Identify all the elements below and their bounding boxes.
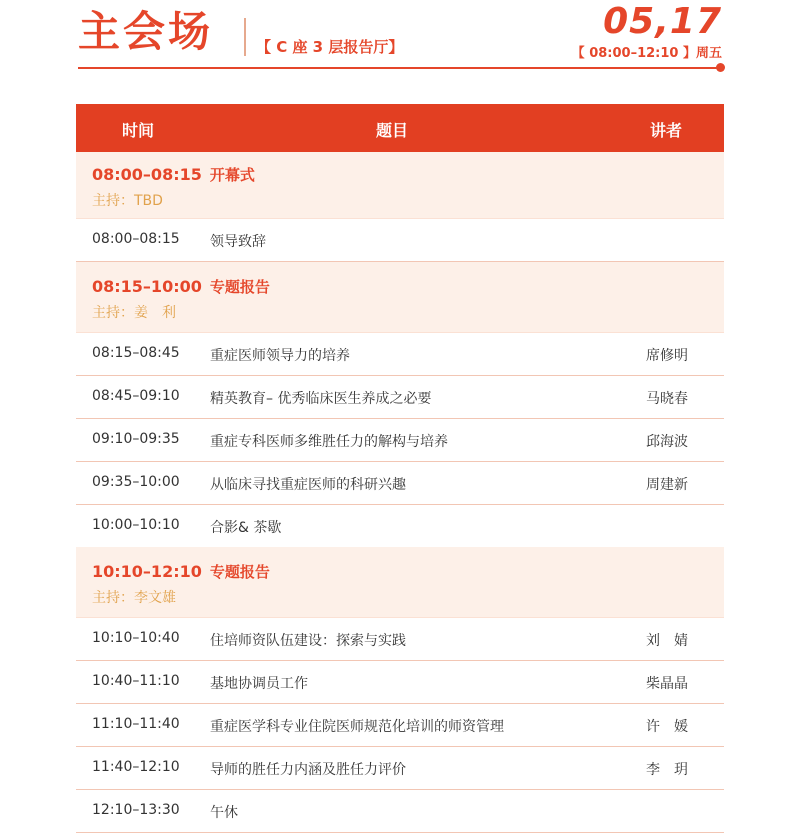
table-row	[76, 704, 724, 747]
row-topic: 导师的胜任力内涵及胜任力评价	[210, 762, 406, 778]
row-topic: 重症医学科专业住院医师规范化培训的师资管理	[210, 719, 504, 735]
row-speaker: 刘 婧	[646, 633, 688, 649]
section-name: 开幕式	[209, 166, 255, 184]
row-time: 12:10–13:30	[92, 802, 180, 818]
row-topic: 午休	[210, 805, 238, 821]
header-rule-dot	[716, 63, 725, 72]
table-row	[76, 333, 724, 376]
row-speaker: 柴晶晶	[646, 676, 688, 692]
section-time: 08:00–08:15	[92, 165, 202, 184]
section-host: 主持：李文雄	[92, 590, 176, 606]
page-header	[0, 0, 800, 80]
row-topic: 重症医师领导力的培养	[210, 348, 350, 364]
row-time: 08:00–08:15	[92, 231, 180, 247]
row-topic: 重症专科医师多维胜任力的解构与培养	[210, 434, 448, 450]
row-topic: 住培师资队伍建设：探索与实践	[210, 633, 406, 649]
title-divider	[244, 18, 246, 56]
table-row	[76, 462, 724, 505]
row-time: 10:40–11:10	[92, 673, 180, 689]
section-title	[92, 164, 255, 185]
table-row	[76, 419, 724, 462]
header-rule	[78, 67, 718, 69]
section-host: 主持：姜 利	[92, 305, 176, 321]
table-row	[76, 376, 724, 419]
row-time: 09:10–09:35	[92, 431, 180, 447]
row-topic: 合影& 茶歇	[210, 520, 282, 536]
row-topic: 从临床寻找重症医师的科研兴趣	[210, 477, 406, 493]
header-topic: 题目	[376, 121, 409, 140]
section-name: 专题报告	[209, 563, 270, 581]
row-speaker: 许 媛	[646, 719, 688, 735]
section-time: 10:10–12:10	[92, 562, 202, 581]
table-row	[76, 505, 724, 547]
row-time: 09:35–10:00	[92, 474, 180, 490]
row-time: 08:15–08:45	[92, 345, 180, 361]
row-topic: 精英教育– 优秀临床医生养成之必要	[210, 391, 432, 407]
table-row	[76, 618, 724, 661]
row-speaker: 周建新	[646, 477, 688, 493]
schedule-table	[76, 104, 724, 833]
time-range-weekday: 【 08:00–12:10 】周五	[571, 46, 722, 61]
section-header	[76, 152, 724, 219]
row-time: 11:10–11:40	[92, 716, 180, 732]
section-name: 专题报告	[209, 278, 270, 296]
section-host: 主持：TBD	[92, 193, 163, 209]
section-title	[92, 276, 270, 297]
table-row	[76, 790, 724, 833]
table-header	[76, 104, 724, 152]
row-speaker: 李 玥	[646, 762, 688, 778]
table-row	[76, 747, 724, 790]
row-topic: 领导致辞	[210, 234, 266, 250]
row-time: 10:10–10:40	[92, 630, 180, 646]
table-row	[76, 219, 724, 262]
section-header	[76, 547, 724, 618]
row-speaker: 邱海波	[646, 434, 688, 450]
row-time: 11:40–12:10	[92, 759, 180, 775]
row-time: 08:45–09:10	[92, 388, 180, 404]
table-row	[76, 661, 724, 704]
room-label: 【 C 座 3 层报告厅】	[256, 38, 404, 56]
header-speaker: 讲者	[650, 121, 683, 140]
section-title	[92, 561, 270, 582]
section-header	[76, 262, 724, 333]
venue-title: 主会场	[78, 7, 214, 56]
section-time: 08:15–10:00	[92, 277, 202, 296]
header-time: 时间	[122, 121, 155, 140]
row-time: 10:00–10:10	[92, 517, 180, 533]
event-date: 05,17	[603, 1, 722, 42]
row-topic: 基地协调员工作	[210, 676, 308, 692]
row-speaker: 马晓春	[646, 391, 688, 407]
row-speaker: 席修明	[646, 348, 688, 364]
